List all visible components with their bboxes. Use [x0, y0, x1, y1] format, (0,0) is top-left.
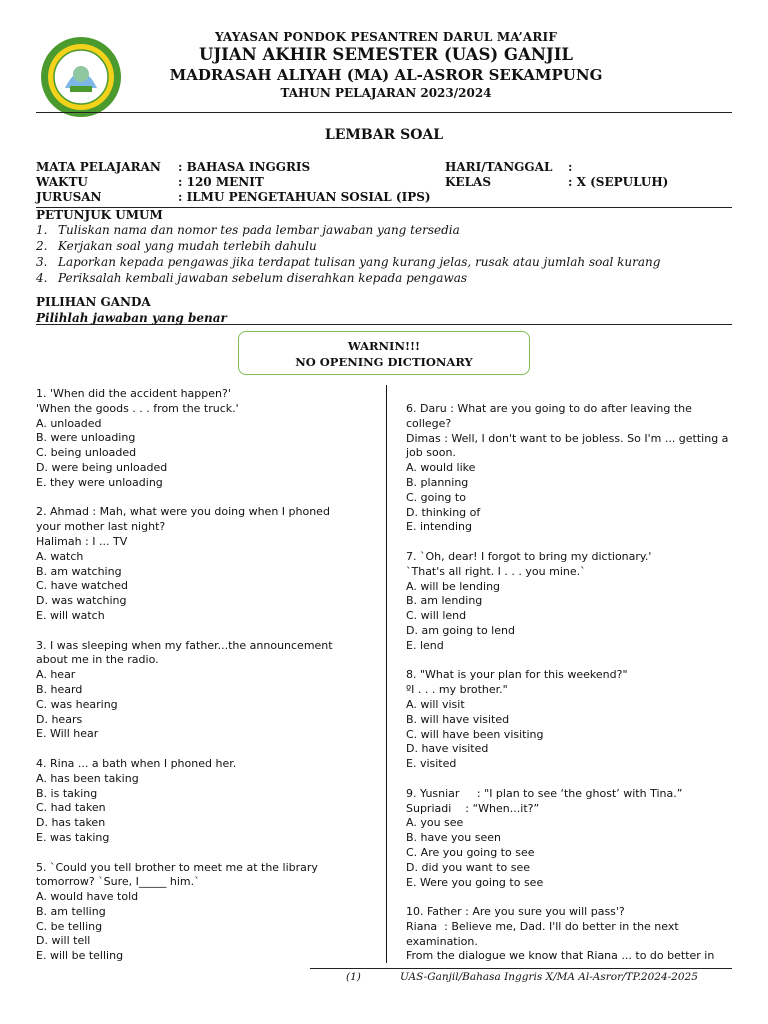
major-label: JURUSAN — [36, 190, 102, 204]
question-item — [36, 757, 381, 846]
sheet-title: LEMBAR SOAL — [324, 127, 444, 143]
question-item — [406, 905, 736, 964]
answer-option: B. have you seen — [406, 831, 501, 845]
answer-option: C. going to — [406, 490, 466, 504]
answer-option: C. have watched — [36, 579, 128, 593]
time-value: : 120 MENIT — [178, 175, 264, 189]
answer-option: A. will be lending — [406, 579, 501, 593]
subject-label: MATA PELAJARAN — [36, 160, 161, 174]
question-item — [406, 402, 736, 535]
instruction-number: 2. — [36, 239, 48, 253]
page-number: (1) — [346, 971, 361, 983]
question-text: about me in the radio. — [36, 653, 159, 667]
answer-option: E. Will hear — [36, 727, 99, 741]
question-text: 9. Yusniar : "I plan to see ‘the ghost’ with Tina.” — [406, 786, 683, 800]
date-value: : — [568, 160, 573, 174]
general-instructions — [36, 208, 660, 286]
answer-option: E. Were you going to see — [406, 875, 544, 889]
question-text: 1. 'When did the accident happen?' — [36, 387, 231, 400]
answer-option: A. hear — [36, 668, 76, 682]
answer-option: E. they were unloading — [36, 475, 163, 489]
instruction-text: Tuliskan nama dan nomor tes pada lembar jawaban yang tersedia — [58, 223, 460, 237]
instruction-text: Periksalah kembali jawaban sebelum diserahkan kepada pengawas — [58, 271, 468, 285]
letterhead — [36, 26, 732, 112]
instruction-item — [36, 238, 660, 254]
column-divider — [386, 385, 387, 963]
answer-option: C. Are you going to see — [406, 845, 535, 859]
answer-option: D. thinking of — [406, 505, 481, 519]
warning-box — [238, 331, 530, 375]
question-text: Supriadi : “When...it?” — [406, 801, 540, 815]
answer-option: B. am telling — [36, 904, 106, 918]
academic-year: TAHUN PELAJARAN 2023/2024 — [280, 86, 492, 100]
answer-option: A. would like — [406, 461, 476, 475]
question-text: ºI . . . my brother." — [406, 683, 508, 697]
footer-divider — [310, 968, 732, 969]
question-text: 8. "What is your plan for this weekend?" — [406, 668, 628, 682]
answer-option: E. visited — [406, 757, 457, 771]
question-text: college? — [406, 416, 452, 430]
answer-option: A. has been taking — [36, 771, 139, 785]
questions-right-column — [406, 402, 736, 979]
answer-option: B. is taking — [36, 786, 98, 800]
answer-option: C. be telling — [36, 919, 103, 933]
section-subtitle: Pilihlah jawaban yang benar — [36, 311, 227, 325]
header-divider — [36, 112, 732, 113]
question-item — [406, 668, 736, 772]
answer-option: E. lend — [406, 638, 444, 652]
instruction-text: Kerjakan soal yang mudah terlebih dahulu — [58, 239, 317, 253]
major-value: : ILMU PENGETAHUAN SOSIAL (IPS) — [178, 190, 431, 204]
question-text: Riana : Believe me, Dad. I'll do better in the next — [406, 919, 679, 933]
class-label: KELAS — [445, 175, 491, 189]
answer-option: A. you see — [406, 816, 464, 830]
instructions-list — [36, 222, 660, 286]
answer-option: B. were unloading — [36, 431, 136, 445]
question-item — [36, 505, 381, 623]
answer-option: B. am lending — [406, 594, 483, 608]
foundation-name: YAYASAN PONDOK PESANTREN DARUL MA’ARIF — [214, 30, 558, 44]
warning-line-2: NO OPENING DICTIONARY — [295, 355, 473, 369]
answer-option: D. hears — [36, 712, 83, 726]
question-item — [36, 387, 381, 491]
answer-option: B. planning — [406, 475, 469, 489]
question-item — [406, 787, 736, 891]
answer-option: A. will visit — [406, 697, 465, 711]
question-text: job soon. — [406, 446, 456, 460]
question-text: 10. Father : Are you sure you will pass'? — [406, 905, 625, 919]
answer-option: D. will tell — [36, 934, 91, 948]
school-name: MADRASAH ALIYAH (MA) AL-ASROR SEKAMPUNG — [169, 66, 603, 84]
answer-option: C. will lend — [406, 609, 467, 623]
exam-title: UJIAN AKHIR SEMESTER (UAS) GANJIL — [198, 45, 574, 64]
question-text: your mother last night? — [36, 520, 166, 534]
answer-option: C. will have been visiting — [406, 727, 544, 741]
question-text: tomorrow? `Sure, I_____ him.` — [36, 875, 200, 889]
answer-option: E. will watch — [36, 608, 105, 622]
question-text: Dimas : Well, I don't want to be jobless. So I'm ... getting a — [406, 431, 729, 445]
question-text: 5. `Could you tell brother to meet me at the library — [36, 860, 318, 874]
multiple-choice-heading — [36, 294, 227, 326]
instruction-item — [36, 222, 660, 238]
answer-option: C. had taken — [36, 801, 106, 815]
question-text: 2. Ahmad : Mah, what were you doing when I phoned — [36, 505, 330, 519]
question-item — [406, 550, 736, 654]
question-text: 3. I was sleeping when my father...the announcement — [36, 638, 333, 652]
answer-option: A. would have told — [36, 890, 139, 904]
answer-option: C. being unloaded — [36, 446, 137, 460]
question-item — [36, 639, 381, 743]
answer-option: B. will have visited — [406, 712, 510, 726]
answer-option: D. were being unloaded — [36, 460, 168, 474]
answer-option: B. am watching — [36, 564, 122, 578]
answer-option: D. has taken — [36, 816, 106, 830]
instruction-text: Laporkan kepada pengawas jika terdapat tulisan yang kurang jelas, rusak atau jumlah soal kurang — [58, 255, 661, 269]
answer-option: D. was watching — [36, 594, 127, 608]
question-text: 4. Rina ... a bath when I phoned her. — [36, 756, 237, 770]
school-logo — [40, 36, 122, 118]
answer-option: C. was hearing — [36, 697, 118, 711]
answer-option: A. unloaded — [36, 416, 102, 430]
answer-option: D. am going to lend — [406, 623, 515, 637]
answer-option: D. did you want to see — [406, 860, 531, 874]
instructions-title: PETUNJUK UMUM — [36, 208, 163, 222]
time-label: WAKTU — [36, 175, 88, 189]
answer-option: A. watch — [36, 549, 84, 563]
instruction-number: 1. — [36, 223, 48, 237]
answer-option: D. have visited — [406, 742, 489, 756]
question-item — [36, 861, 381, 965]
section-divider — [36, 324, 732, 325]
document-code: UAS-Ganjil/Bahasa Inggris X/MA Al-Asror/TP.2024-2025 — [400, 971, 698, 983]
class-value: : X (SEPULUH) — [568, 175, 669, 189]
answer-option: B. heard — [36, 682, 83, 696]
question-text: 7. `Oh, dear! I forgot to bring my dictionary.' — [406, 549, 652, 563]
warning-line-1: WARNIN!!! — [347, 339, 421, 353]
instruction-number: 4. — [36, 271, 48, 285]
instruction-number: 3. — [36, 255, 48, 269]
question-text: `That's all right. I . . . you mine.` — [406, 564, 586, 578]
question-text: 6. Daru : What are you going to do after leaving the — [406, 402, 692, 415]
subject-value: : BAHASA INGGRIS — [178, 160, 311, 174]
question-text: examination. — [406, 934, 478, 948]
instruction-item — [36, 270, 660, 286]
answer-option: E. intending — [406, 520, 473, 534]
section-title: PILIHAN GANDA — [36, 295, 151, 309]
answer-option: E. will be telling — [36, 949, 124, 963]
date-label: HARI/TANGGAL — [445, 160, 553, 174]
instruction-item — [36, 254, 660, 270]
question-text: Halimah : I ... TV — [36, 534, 128, 548]
question-text: From the dialogue we know that Riana ... to do better in — [406, 949, 715, 963]
question-text: 'When the goods . . . from the truck.' — [36, 401, 239, 415]
questions-left-column — [36, 387, 381, 979]
answer-option: E. was taking — [36, 830, 110, 844]
